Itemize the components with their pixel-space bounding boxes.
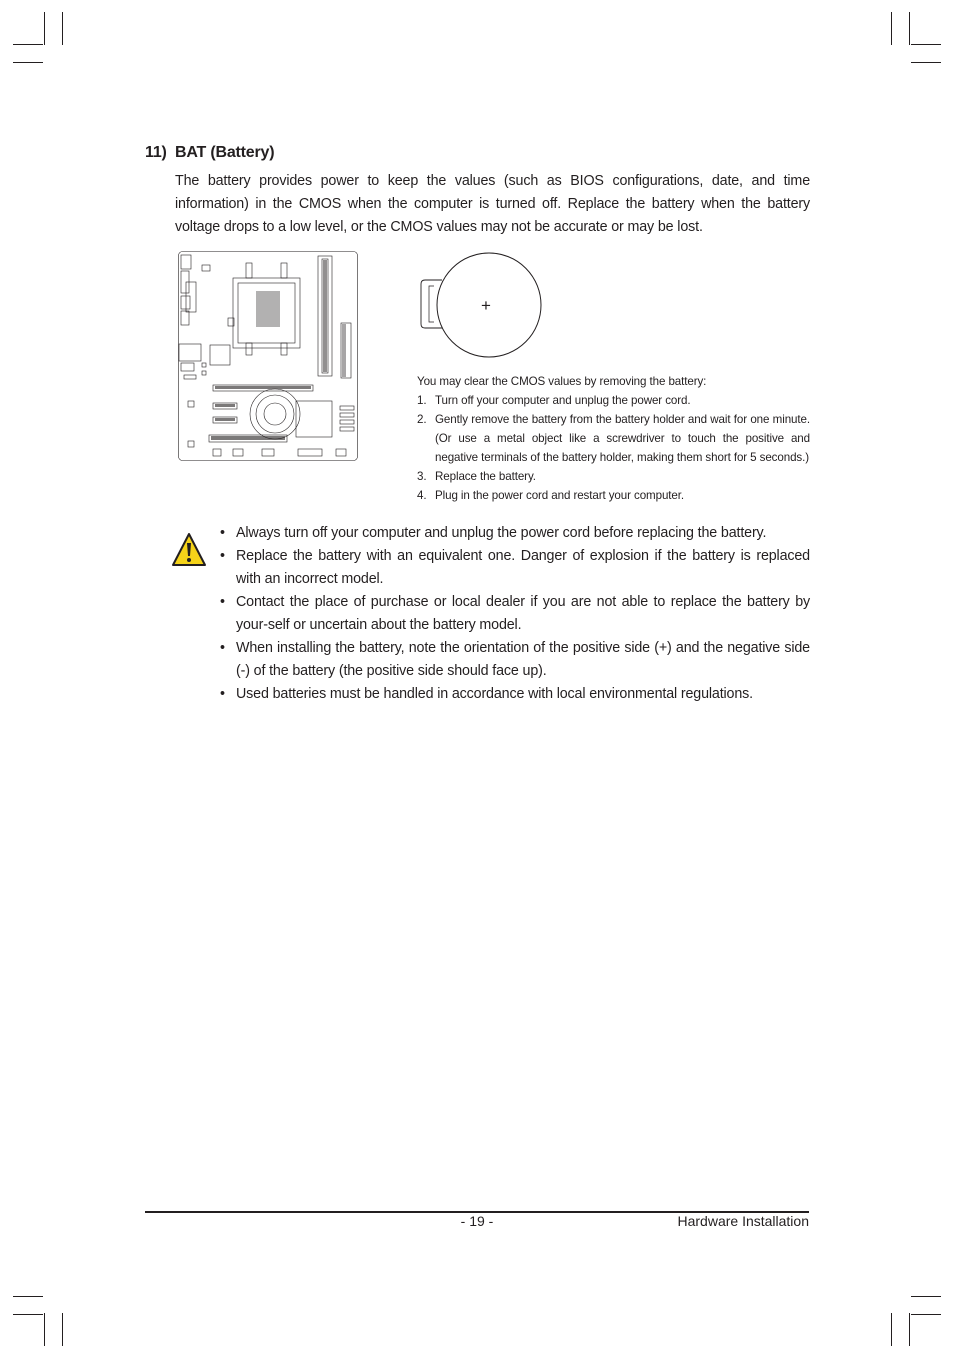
- caution-item: [218, 683, 810, 706]
- crop-mark: [911, 1314, 941, 1315]
- crop-mark: [911, 44, 941, 45]
- bullet: •: [220, 525, 225, 541]
- step-number: 2.: [417, 413, 427, 426]
- crop-mark: [891, 1313, 892, 1346]
- warning-triangle-icon: [171, 531, 207, 569]
- step-text: Gently remove the battery from the battery holder and wait for one minute. (Or use a metal object like a screwdriver to touch the positive and negative terminals of the battery holder, making them short for 5 seconds.): [435, 413, 810, 464]
- section-heading: BAT (Battery): [175, 144, 275, 161]
- crop-mark: [911, 1296, 941, 1297]
- clear-cmos-instructions: [417, 372, 810, 505]
- caution-list: [218, 522, 810, 706]
- caution-text: When installing the battery, note the orientation of the positive side (+) and the negative side (-) of the battery (the positive side should face up).: [236, 640, 810, 679]
- step-item: [417, 391, 810, 410]
- page-number: - 19 -: [460, 1213, 494, 1229]
- caution-item: [218, 545, 810, 591]
- caution-item: [218, 591, 810, 637]
- crop-mark: [44, 12, 45, 45]
- battery-plus-symbol: +: [481, 296, 491, 315]
- crop-mark: [13, 1314, 43, 1315]
- caution-text: Contact the place of purchase or local dealer if you are not able to replace the battery by your-self or uncertain about the battery model.: [236, 594, 810, 633]
- intro-paragraph: The battery provides power to keep the values (such as BIOS configurations, date, and time information) in the CMOS when the computer is turned off. Replace the battery when the battery voltage drops to a low level, or the CMOS values may not be accurate or may be lost.: [175, 173, 810, 235]
- crop-mark: [909, 1313, 910, 1346]
- crop-mark: [891, 12, 892, 45]
- caution-item: [218, 637, 810, 683]
- section-number: 11): [145, 144, 167, 161]
- crop-mark: [62, 12, 63, 45]
- crop-mark: [13, 44, 43, 45]
- crop-mark: [44, 1313, 45, 1346]
- crop-mark: [911, 62, 941, 63]
- step-item: [417, 467, 810, 486]
- bullet: •: [220, 686, 225, 702]
- clear-cmos-lead: You may clear the CMOS values by removing the battery:: [417, 375, 707, 388]
- bullet: •: [220, 640, 225, 656]
- section-title: [145, 144, 274, 162]
- bullet: •: [220, 548, 225, 564]
- step-text: Plug in the power cord and restart your computer.: [435, 489, 685, 502]
- battery-illustration: [417, 250, 542, 362]
- step-text: Turn off your computer and unplug the power cord.: [435, 394, 691, 407]
- caution-item: [218, 522, 810, 545]
- caution-text: Replace the battery with an equivalent one. Danger of explosion if the battery is replaced with an incorrect model.: [236, 548, 810, 587]
- crop-mark: [13, 62, 43, 63]
- step-number: 4.: [417, 489, 427, 502]
- crop-mark: [13, 1296, 43, 1297]
- caution-text: Used batteries must be handled in accordance with local environmental regulations.: [236, 686, 753, 702]
- crop-mark: [62, 1313, 63, 1346]
- clear-cmos-steps: [417, 391, 810, 505]
- crop-mark: [909, 12, 910, 45]
- motherboard-diagram: [178, 251, 359, 462]
- footer-section-title: Hardware Installation: [677, 1213, 809, 1229]
- step-text: Replace the battery.: [435, 470, 536, 483]
- bullet: •: [220, 594, 225, 610]
- step-item: [417, 410, 810, 467]
- step-number: 1.: [417, 394, 427, 407]
- step-item: [417, 486, 810, 505]
- caution-text: Always turn off your computer and unplug the power cord before replacing the battery.: [236, 525, 767, 541]
- step-number: 3.: [417, 470, 427, 483]
